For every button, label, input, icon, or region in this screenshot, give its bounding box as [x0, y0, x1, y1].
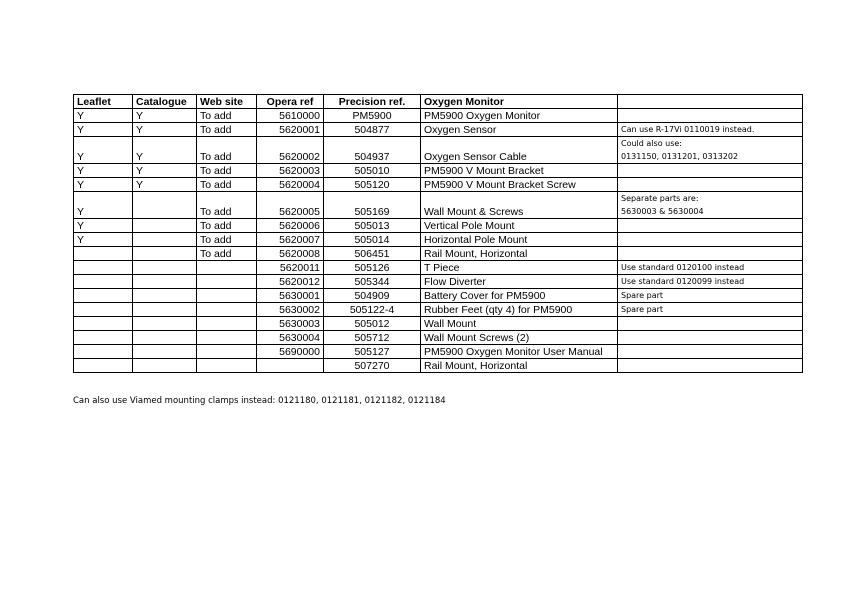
cell-precision-ref: 505120	[324, 178, 421, 192]
cell-note	[618, 345, 803, 359]
cell-description: Oxygen Sensor Cable	[421, 137, 618, 164]
cell-opera-ref	[257, 359, 324, 373]
cell-website: To add	[197, 109, 257, 123]
table-row	[74, 137, 803, 164]
table-row	[74, 345, 803, 359]
cell-description: Battery Cover for PM5900	[421, 289, 618, 303]
cell-opera-ref: 5620001	[257, 123, 324, 137]
cell-precision-ref: 505122-4	[324, 303, 421, 317]
cell-leaflet	[74, 261, 133, 275]
cell-description: Rail Mount, Horizontal	[421, 247, 618, 261]
cell-leaflet: Y	[74, 164, 133, 178]
cell-leaflet	[74, 247, 133, 261]
cell-catalogue	[133, 247, 197, 261]
cell-description: PM5900 Oxygen Monitor User Manual	[421, 345, 618, 359]
product-table	[73, 94, 803, 373]
cell-precision-ref: PM5900	[324, 109, 421, 123]
cell-leaflet: Y	[74, 219, 133, 233]
cell-catalogue	[133, 345, 197, 359]
cell-catalogue	[133, 317, 197, 331]
note-line: Separate parts are:	[621, 194, 699, 203]
cell-note	[618, 247, 803, 261]
cell-description: T Piece	[421, 261, 618, 275]
note-line: Spare part	[621, 305, 664, 314]
table-row	[74, 247, 803, 261]
cell-note	[618, 275, 803, 289]
cell-precision-ref: 505169	[324, 192, 421, 219]
cell-leaflet	[74, 303, 133, 317]
cell-opera-ref: 5630004	[257, 331, 324, 345]
cell-leaflet	[74, 317, 133, 331]
cell-catalogue	[133, 219, 197, 233]
cell-leaflet	[74, 331, 133, 345]
cell-catalogue: Y	[133, 109, 197, 123]
cell-catalogue	[133, 275, 197, 289]
cell-opera-ref: 5690000	[257, 345, 324, 359]
table-row	[74, 359, 803, 373]
cell-opera-ref: 5630002	[257, 303, 324, 317]
cell-note	[618, 359, 803, 373]
table-row	[74, 275, 803, 289]
cell-catalogue: Y	[133, 123, 197, 137]
cell-website: To add	[197, 247, 257, 261]
cell-leaflet: Y	[74, 109, 133, 123]
cell-note	[618, 219, 803, 233]
cell-precision-ref: 505010	[324, 164, 421, 178]
table-row	[74, 123, 803, 137]
table-row	[74, 303, 803, 317]
cell-description: Wall Mount & Screws	[421, 192, 618, 219]
cell-website: To add	[197, 164, 257, 178]
cell-description: Wall Mount Screws (2)	[421, 331, 618, 345]
cell-note	[618, 261, 803, 275]
cell-precision-ref: 505014	[324, 233, 421, 247]
cell-precision-ref: 505344	[324, 275, 421, 289]
cell-website	[197, 261, 257, 275]
note-line: Can use R-17Vi 0110019 instead.	[621, 125, 755, 134]
cell-opera-ref: 5620004	[257, 178, 324, 192]
cell-opera-ref: 5620002	[257, 137, 324, 164]
cell-catalogue	[133, 331, 197, 345]
table-row	[74, 317, 803, 331]
cell-description: Vertical Pole Mount	[421, 219, 618, 233]
header-opera-ref: Opera ref	[257, 95, 324, 109]
cell-note	[618, 331, 803, 345]
table-row	[74, 219, 803, 233]
cell-leaflet	[74, 345, 133, 359]
cell-note	[618, 164, 803, 178]
header-catalogue: Catalogue	[133, 95, 197, 109]
cell-website: To add	[197, 233, 257, 247]
table-row	[74, 233, 803, 247]
cell-description: Rail Mount, Horizontal	[421, 359, 618, 373]
header-precision-ref: Precision ref.	[324, 95, 421, 109]
cell-description: Wall Mount	[421, 317, 618, 331]
cell-description: Rubber Feet (qty 4) for PM5900	[421, 303, 618, 317]
header-oxygen-monitor: Oxygen Monitor	[421, 95, 618, 109]
note-line: 5630003 & 5630004	[621, 207, 704, 216]
cell-opera-ref: 5630001	[257, 289, 324, 303]
cell-leaflet	[74, 359, 133, 373]
cell-website: To add	[197, 178, 257, 192]
cell-website	[197, 303, 257, 317]
table-row	[74, 289, 803, 303]
cell-note	[618, 109, 803, 123]
note-line: Spare part	[621, 291, 664, 300]
table-row	[74, 164, 803, 178]
cell-catalogue: Y	[133, 164, 197, 178]
cell-leaflet	[74, 289, 133, 303]
cell-opera-ref: 5620012	[257, 275, 324, 289]
cell-leaflet: Y	[74, 192, 133, 219]
header-row	[74, 95, 803, 109]
table-row	[74, 261, 803, 275]
header-leaflet: Leaflet	[74, 95, 133, 109]
cell-catalogue: Y	[133, 178, 197, 192]
note-line: 0131150, 0131201, 0313202	[621, 152, 739, 161]
cell-website: To add	[197, 219, 257, 233]
cell-description: Flow Diverter	[421, 275, 618, 289]
table-row	[74, 192, 803, 219]
cell-precision-ref: 504909	[324, 289, 421, 303]
cell-website: To add	[197, 137, 257, 164]
cell-description: PM5900 V Mount Bracket Screw	[421, 178, 618, 192]
cell-catalogue	[133, 289, 197, 303]
cell-catalogue	[133, 261, 197, 275]
cell-precision-ref: 506451	[324, 247, 421, 261]
cell-note	[618, 289, 803, 303]
cell-leaflet: Y	[74, 233, 133, 247]
cell-catalogue	[133, 233, 197, 247]
cell-opera-ref: 5620007	[257, 233, 324, 247]
cell-note	[618, 303, 803, 317]
cell-precision-ref: 505712	[324, 331, 421, 345]
cell-website	[197, 317, 257, 331]
cell-opera-ref: 5620011	[257, 261, 324, 275]
cell-note	[618, 192, 803, 219]
header-website: Web site	[197, 95, 257, 109]
cell-precision-ref: 505013	[324, 219, 421, 233]
cell-opera-ref: 5610000	[257, 109, 324, 123]
cell-website	[197, 331, 257, 345]
table-row	[74, 331, 803, 345]
cell-catalogue: Y	[133, 137, 197, 164]
cell-website	[197, 275, 257, 289]
footnote: Can also use Viamed mounting clamps instead: 0121180, 0121181, 0121182, 0121184	[73, 396, 446, 406]
cell-website	[197, 359, 257, 373]
table-row	[74, 109, 803, 123]
cell-leaflet: Y	[74, 123, 133, 137]
note-line: Use standard 0120100 instead	[621, 263, 745, 272]
cell-note	[618, 317, 803, 331]
cell-opera-ref: 5620008	[257, 247, 324, 261]
header-notes	[618, 95, 803, 109]
cell-precision-ref: 504937	[324, 137, 421, 164]
note-line: Use standard 0120099 instead	[621, 277, 745, 286]
note-line: Could also use:	[621, 139, 682, 148]
cell-precision-ref: 505012	[324, 317, 421, 331]
cell-description: Oxygen Sensor	[421, 123, 618, 137]
cell-leaflet: Y	[74, 137, 133, 164]
cell-website	[197, 289, 257, 303]
cell-note	[618, 123, 803, 137]
cell-description: PM5900 V Mount Bracket	[421, 164, 618, 178]
cell-leaflet: Y	[74, 178, 133, 192]
cell-website	[197, 345, 257, 359]
cell-note	[618, 137, 803, 164]
cell-precision-ref: 505127	[324, 345, 421, 359]
table-row	[74, 178, 803, 192]
cell-description: Horizontal Pole Mount	[421, 233, 618, 247]
cell-catalogue	[133, 303, 197, 317]
cell-note	[618, 233, 803, 247]
cell-opera-ref: 5630003	[257, 317, 324, 331]
cell-precision-ref: 504877	[324, 123, 421, 137]
cell-description: PM5900 Oxygen Monitor	[421, 109, 618, 123]
cell-catalogue	[133, 192, 197, 219]
cell-website: To add	[197, 123, 257, 137]
cell-precision-ref: 505126	[324, 261, 421, 275]
cell-opera-ref: 5620003	[257, 164, 324, 178]
cell-note	[618, 178, 803, 192]
cell-website: To add	[197, 192, 257, 219]
cell-precision-ref: 507270	[324, 359, 421, 373]
cell-opera-ref: 5620006	[257, 219, 324, 233]
cell-leaflet	[74, 275, 133, 289]
cell-opera-ref: 5620005	[257, 192, 324, 219]
cell-catalogue	[133, 359, 197, 373]
